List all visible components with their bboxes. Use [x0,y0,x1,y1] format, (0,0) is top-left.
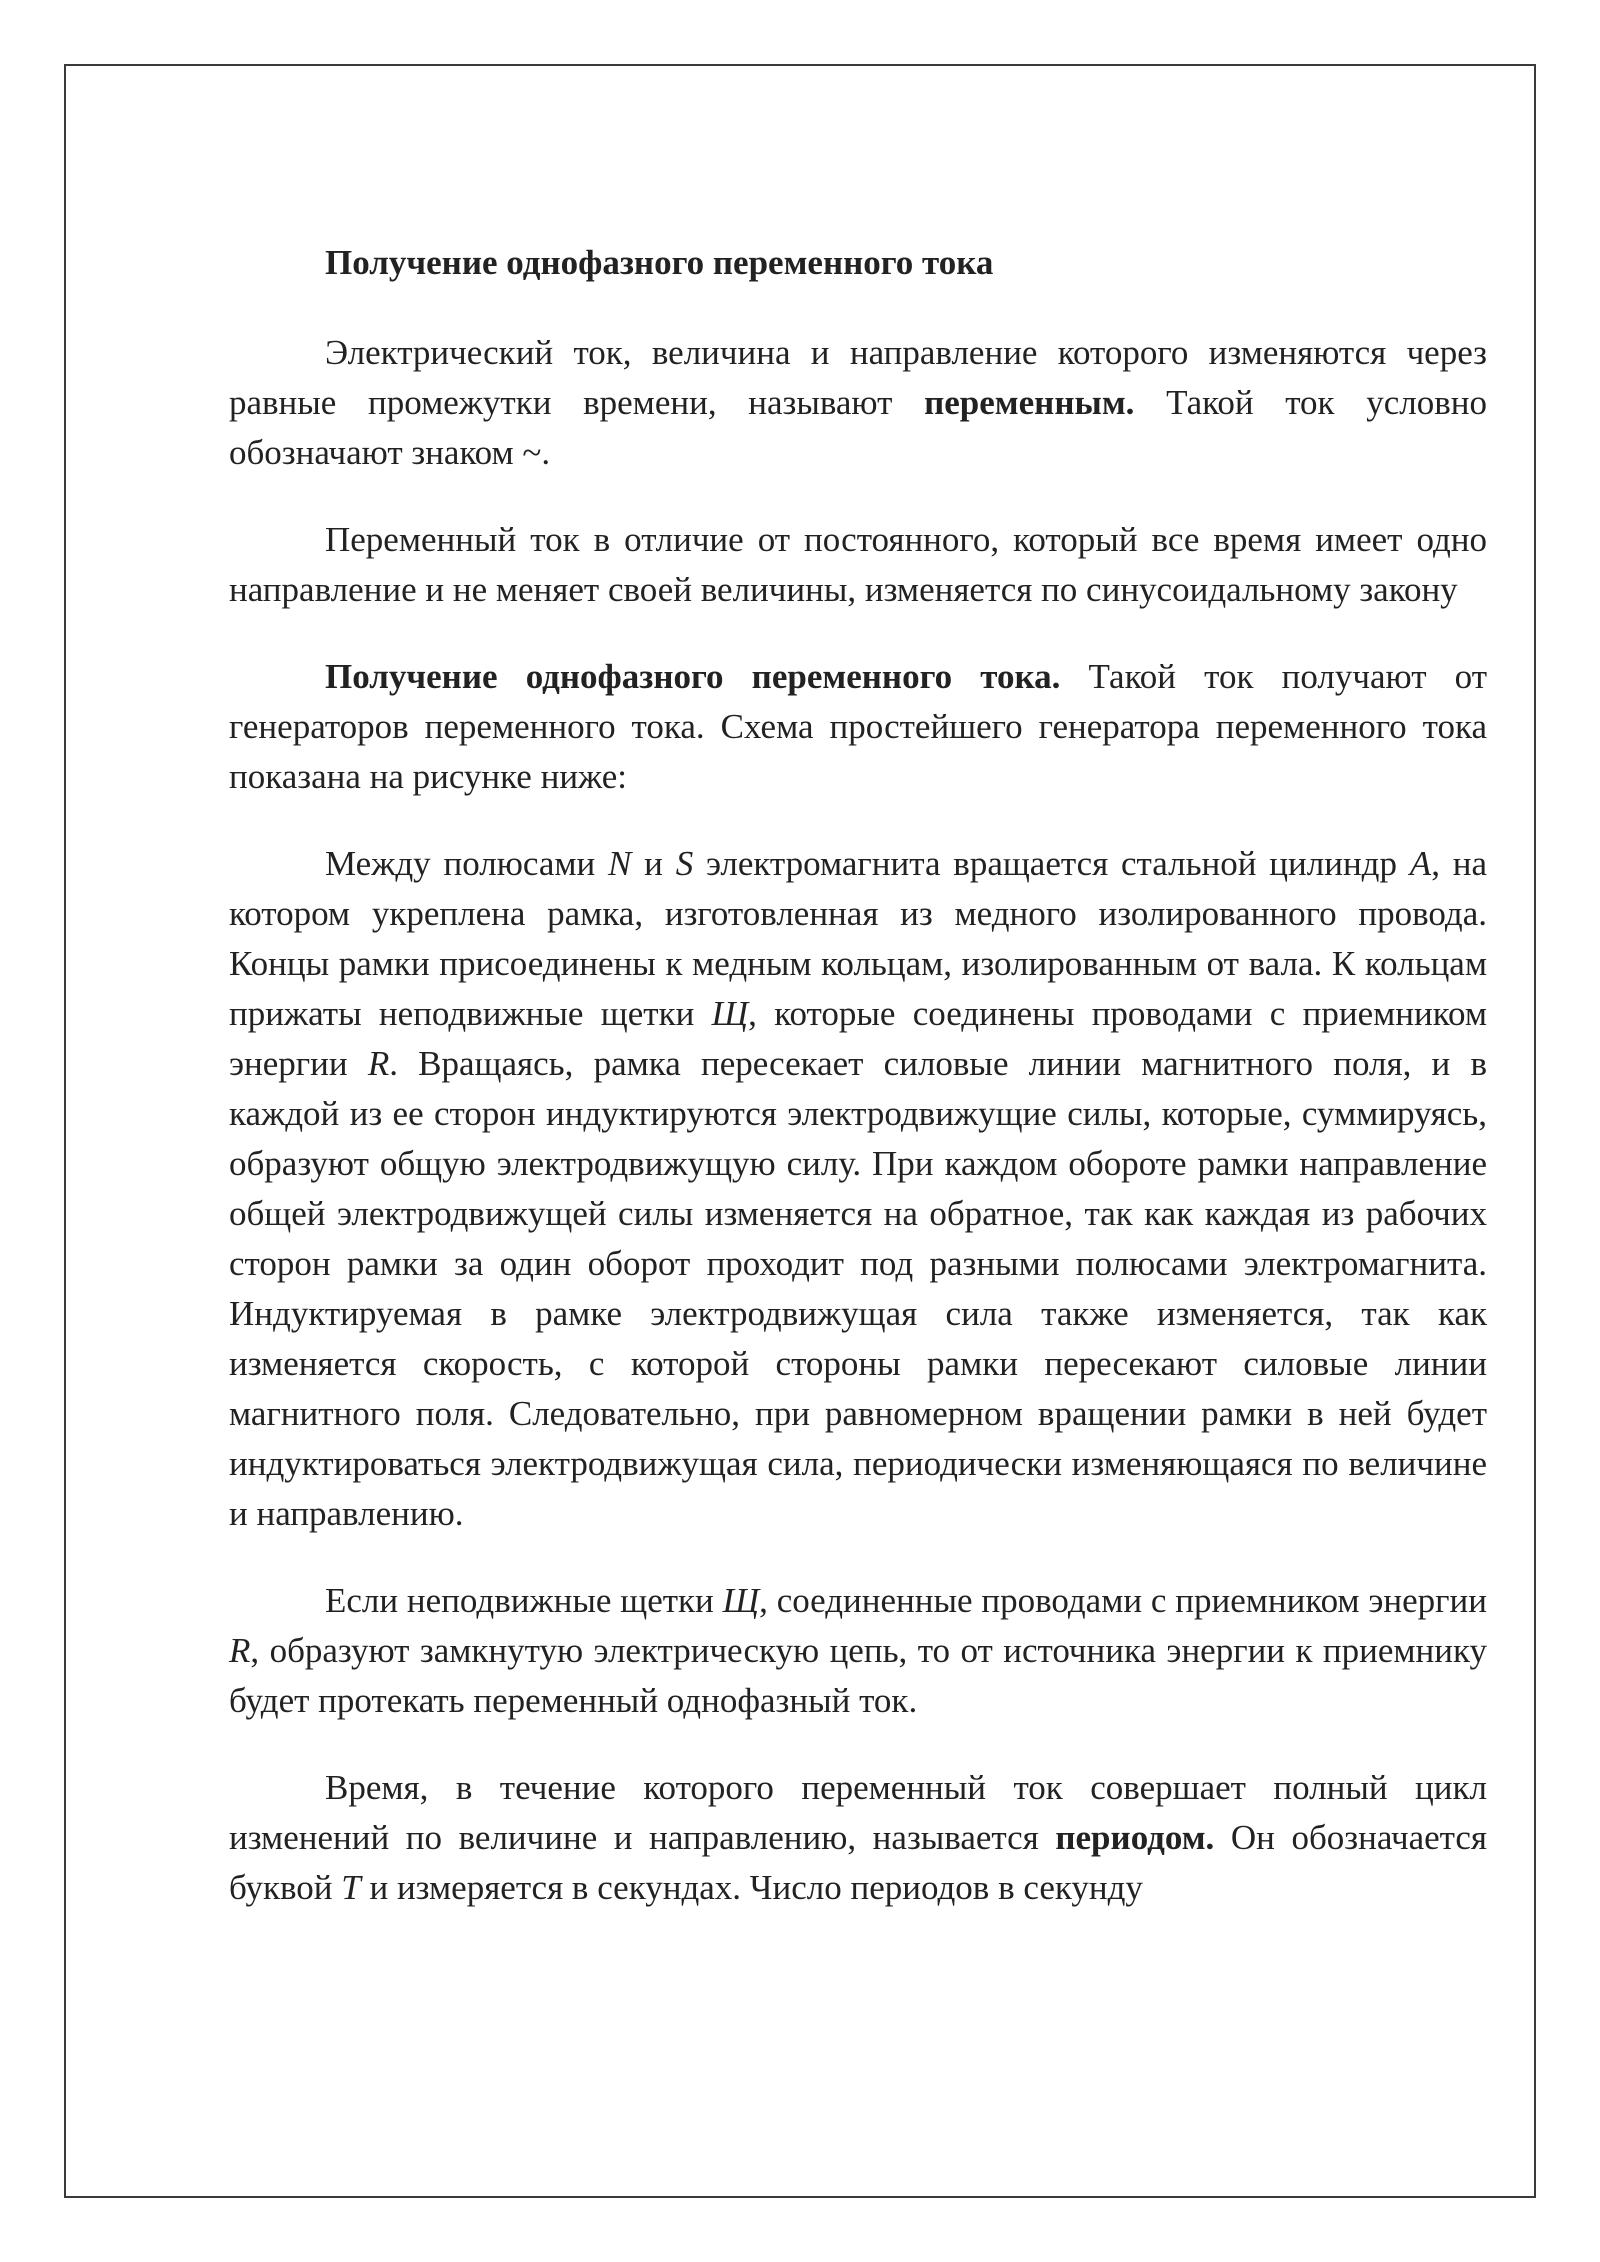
document-body [229,238,1487,1950]
symbol-s: S [675,844,694,883]
paragraph-closed-circuit [229,1576,1487,1726]
term-period: периодом. [1055,1818,1215,1857]
text: электромагнита вращается стальной цилиндр [693,844,1410,883]
document-title: Получение однофазного переменного тока [325,243,994,282]
paragraph-generator-intro [229,652,1487,802]
text: Он обозначается буквой [229,1818,1487,1907]
text: . Вращаясь, рамка пересекает силовые линии магнитного поля, и в каждой из ее сторон индуктируются электродвижущие силы, которые, суммируясь, образуют общую электродвижущую силу. При каждом обороте рамки направление общей электродвижущей силы изменяется на обратное, так как каждая из рабочих сторон рамки за один оборот проходит под разными полюсами электромагнита. Индуктируемая в рамке электродвижущая сила также изменяется, так как изменяется скорость, с которой стороны рамки пересекают силовые линии магнитного поля. Следовательно, при равномерном вращении рамки в ней будет индуктироваться электродвижущая сила, периодически изменяющаяся по величине и направлению. [229,1044,1487,1533]
symbol-n: N [608,844,632,883]
text: Такой ток получают от генераторов переменного тока. Схема простейшего генератора переменного тока показана на рисунке ниже: [229,657,1487,796]
symbol-r: R [367,1044,390,1083]
symbol-a: A [1409,844,1432,883]
text: , образуют замкнутую электрическую цепь, то от источника энергии к приемнику будет протекать переменный однофазный ток. [229,1631,1487,1720]
text: , которые соединены проводами с приемником энергии [229,994,1487,1083]
paragraph-alternating-current-definition [229,328,1487,478]
text: Время, в течение которого переменный ток совершает полный цикл изменений по величине и направлению, называется [229,1768,1487,1857]
term-alternating: переменным. [924,383,1135,422]
symbol-brushes: Щ [722,1581,760,1620]
paragraph-period [229,1763,1487,1913]
inline-heading: Получение однофазного переменного тока. [325,657,1061,696]
paragraph-sinusoidal-law: Переменный ток в отличие от постоянного, который все время имеет одно направление и не меняет своей величины, изменяется по синусоидальному закону [229,520,1487,609]
text: и [631,844,676,883]
text: , на котором укреплена рамка, изготовленная из медного изолированного провода. Концы рамки присоединены к медным кольцам, изолированным от вала. К кольцам прижаты неподвижные щетки [229,844,1487,1033]
text: Между полюсами [325,844,609,883]
symbol-t: T [341,1868,361,1907]
text: Если неподвижные щетки [325,1581,723,1620]
symbol-r: R [229,1631,251,1670]
text: Электрический ток, величина и направление которого изменяются через равные промежутки времени, называют [229,333,1487,422]
text: Такой ток условно обозначают знаком ~. [229,383,1487,472]
text: и измеряется в секундах. Число периодов в секунду [360,1868,1143,1907]
symbol-brushes: Щ [711,994,749,1033]
paragraph-generator-description [229,839,1487,1539]
text: , соединенные проводами с приемником энергии [759,1581,1487,1620]
